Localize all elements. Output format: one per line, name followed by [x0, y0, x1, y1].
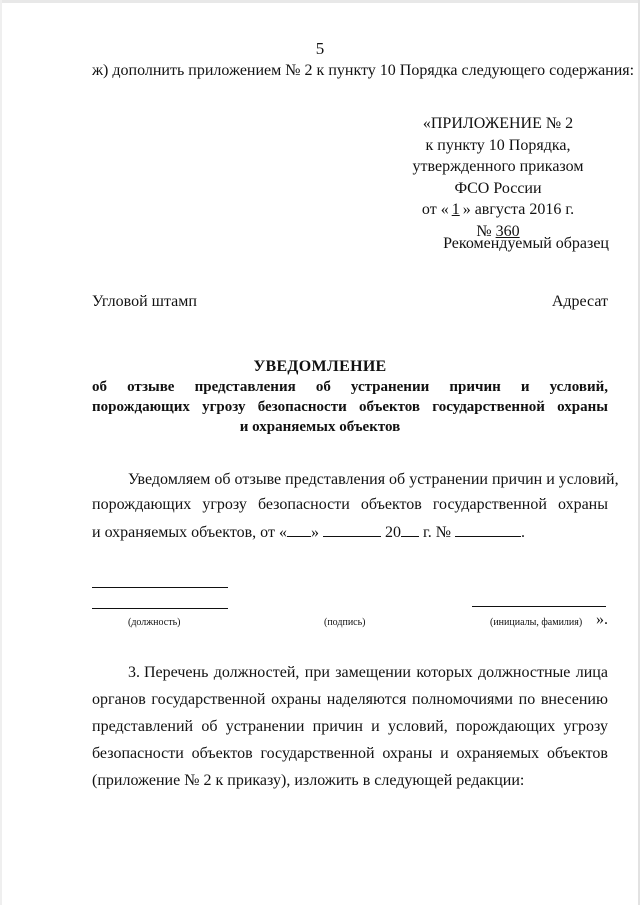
position-line-upper — [92, 587, 228, 588]
paragraph-word: должностные — [477, 664, 571, 681]
scan-edge-top — [0, 0, 640, 3]
recommended-sample-label: Рекомендуемый образец — [443, 235, 609, 252]
paragraph3-line2 — [92, 691, 608, 709]
closing-quote: ». — [596, 611, 608, 628]
notice-subtitle-line2 — [92, 399, 608, 416]
paragraph-word: органов — [92, 691, 146, 708]
addressee-label: Адресат — [551, 293, 608, 310]
paragraph-word: охраны — [271, 691, 322, 708]
subtitle-word: представления — [194, 379, 296, 395]
paragraph-word: которых — [416, 664, 473, 681]
paragraph3-line1 — [128, 664, 608, 682]
paragraph3-line5: (приложение № 2 к приказу), изложить в следующей редакции: — [92, 772, 525, 789]
paragraph-word: угрозу — [563, 718, 608, 735]
subtitle-word: порождающих — [92, 399, 190, 415]
paragraph-word: устранении — [225, 718, 305, 735]
subtitle-word: охраны — [557, 399, 608, 415]
appendix-line1: «ПРИЛОЖЕНИЕ № 2 — [422, 115, 574, 132]
notice-title: УВЕДОМЛЕНИЕ — [253, 358, 387, 375]
body-text-segment: 20 — [384, 524, 401, 541]
paragraph-word: государственной — [260, 745, 375, 762]
page-number: 5 — [315, 39, 325, 58]
body-text-segment: . — [521, 524, 525, 541]
body-text-segment: и охраняемых объектов, от « — [92, 524, 287, 541]
paragraph-word: наделяются — [326, 691, 407, 708]
scan-edge-left — [0, 0, 2, 905]
subtitle-word: объектов — [358, 399, 421, 415]
subtitle-word: и — [520, 379, 530, 395]
name-signature-line — [472, 606, 606, 607]
intro-line: ж) дополнить приложением № 2 к пункту 10 Порядка следующего содержания: — [92, 62, 635, 79]
paragraph3-line4 — [92, 745, 608, 763]
paragraph-word: представлений — [92, 718, 194, 735]
paragraph-word: причин — [312, 718, 363, 735]
body-word: государственной — [432, 496, 547, 513]
name-caption: (инициалы, фамилия) — [490, 617, 583, 628]
appendix-header — [388, 113, 608, 242]
body-text-segment: » — [310, 524, 319, 541]
position-line-lower — [92, 608, 228, 609]
signature-caption: (подпись) — [324, 617, 366, 628]
paragraph-word: охраняемых — [456, 745, 540, 762]
paragraph-word: условий, — [387, 718, 448, 735]
appendix-line4: ФСО России — [454, 179, 542, 197]
subtitle-word: устранении — [350, 379, 430, 395]
body-word: порождающих — [92, 496, 192, 513]
subtitle-word: причин — [449, 379, 501, 395]
appendix-date-suffix: » августа 2016 г. — [462, 201, 575, 218]
subtitle-word: государственной — [432, 399, 545, 415]
body-text-segment: г. № — [422, 524, 451, 541]
paragraph-word: безопасности — [92, 745, 184, 762]
notice-subtitle-line3: и охраняемых объектов — [239, 419, 401, 435]
subtitle-word: об — [92, 379, 107, 395]
body-word: охраны — [557, 496, 608, 513]
body-line1: Уведомляем об отзыве представления об устранении причин и условий, — [128, 471, 619, 488]
appendix-number-prefix: № — [476, 222, 496, 240]
subtitle-word: об — [315, 379, 331, 395]
paragraph3-line3 — [92, 718, 608, 736]
number-blank — [455, 522, 521, 537]
paragraph-word: замещении — [335, 664, 411, 681]
position-caption: (должность) — [128, 617, 181, 628]
appendix-date-day: 1 — [451, 201, 460, 218]
date-year-blank — [401, 522, 419, 537]
subtitle-word: отзыве — [127, 379, 175, 395]
date-day-blank — [287, 522, 311, 537]
body-line3 — [92, 522, 525, 542]
paragraph-word: по — [518, 691, 536, 708]
paragraph-word: лица — [575, 664, 608, 681]
body-word: угрозу — [202, 496, 247, 513]
paragraph-word: объектов — [191, 745, 253, 762]
paragraph-word: об — [201, 718, 218, 735]
subtitle-word: безопасности — [257, 399, 347, 415]
subtitle-word: угрозу — [202, 399, 246, 415]
appendix-line2: к пункту 10 Порядка, — [425, 136, 571, 154]
paragraph-word: полномочиями — [412, 691, 513, 708]
appendix-date-prefix: от « — [421, 201, 449, 218]
paragraph-word: должностей, — [213, 664, 300, 681]
corner-stamp-label: Угловой штамп — [92, 293, 197, 310]
paragraph-word: 3. Перечень — [128, 664, 209, 681]
paragraph-word: и — [371, 718, 380, 735]
body-line2 — [92, 496, 608, 514]
subtitle-word: условий, — [549, 379, 608, 395]
body-word: объектов — [360, 496, 422, 513]
paragraph-word: внесению — [540, 691, 608, 708]
appendix-date — [388, 199, 608, 221]
paragraph-word: и — [440, 745, 449, 762]
date-month-blank — [323, 522, 381, 537]
paragraph-word: охраны — [382, 745, 433, 762]
paragraph-word: при — [304, 664, 330, 681]
body-word: безопасности — [257, 496, 350, 513]
notice-subtitle-line1 — [92, 379, 608, 396]
appendix-line3: утвержденного приказом — [412, 158, 584, 175]
paragraph-word: государственной — [151, 691, 266, 708]
appendix-number-value: 360 — [495, 222, 520, 240]
paragraph-word: порождающих — [455, 718, 556, 735]
paragraph-word: объектов — [546, 745, 608, 762]
